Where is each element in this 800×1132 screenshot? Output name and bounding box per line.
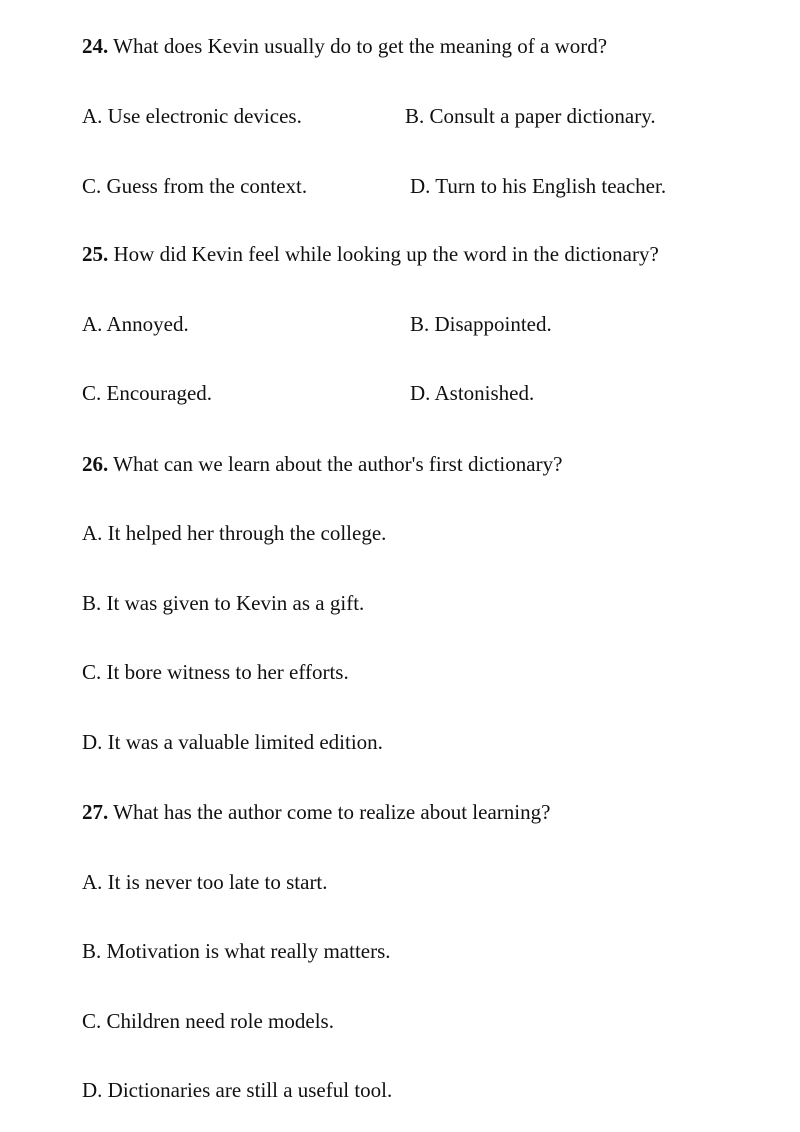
question-24-option-b: B. Consult a paper dictionary. <box>405 104 656 128</box>
question-text: What has the author come to realize about learning? <box>113 800 551 824</box>
question-27-option-a: A. It is never too late to start. <box>82 870 328 894</box>
question-25-option-a: A. Annoyed. <box>82 312 189 336</box>
question-26-option-c: C. It bore witness to her efforts. <box>82 660 349 684</box>
question-25-stem <box>82 241 659 267</box>
question-24-option-a: A. Use electronic devices. <box>82 104 302 128</box>
question-26-stem <box>82 451 562 477</box>
question-25-option-d: D. Astonished. <box>410 381 535 405</box>
question-27-stem <box>82 799 550 825</box>
question-24-option-c: C. Guess from the context. <box>82 174 308 198</box>
question-number: 25. <box>82 242 109 266</box>
question-text: How did Kevin feel while looking up the word in the dictionary? <box>113 242 659 266</box>
question-26-option-b: B. It was given to Kevin as a gift. <box>82 591 365 615</box>
question-27-option-d: D. Dictionaries are still a useful tool. <box>82 1078 393 1102</box>
question-24-option-d: D. Turn to his English teacher. <box>410 174 667 198</box>
question-24-stem <box>82 33 607 59</box>
question-text: What can we learn about the author's first dictionary? <box>113 452 563 476</box>
question-25-option-c: C. Encouraged. <box>82 381 213 405</box>
question-number: 26. <box>82 452 109 476</box>
question-26-option-a: A. It helped her through the college. <box>82 521 387 545</box>
question-number: 27. <box>82 800 109 824</box>
question-25-option-b: B. Disappointed. <box>410 312 552 336</box>
question-26-option-d: D. It was a valuable limited edition. <box>82 730 383 754</box>
question-text: What does Kevin usually do to get the meaning of a word? <box>113 34 608 58</box>
question-number: 24. <box>82 34 109 58</box>
question-27-option-b: B. Motivation is what really matters. <box>82 939 391 963</box>
question-27-option-c: C. Children need role models. <box>82 1009 334 1033</box>
